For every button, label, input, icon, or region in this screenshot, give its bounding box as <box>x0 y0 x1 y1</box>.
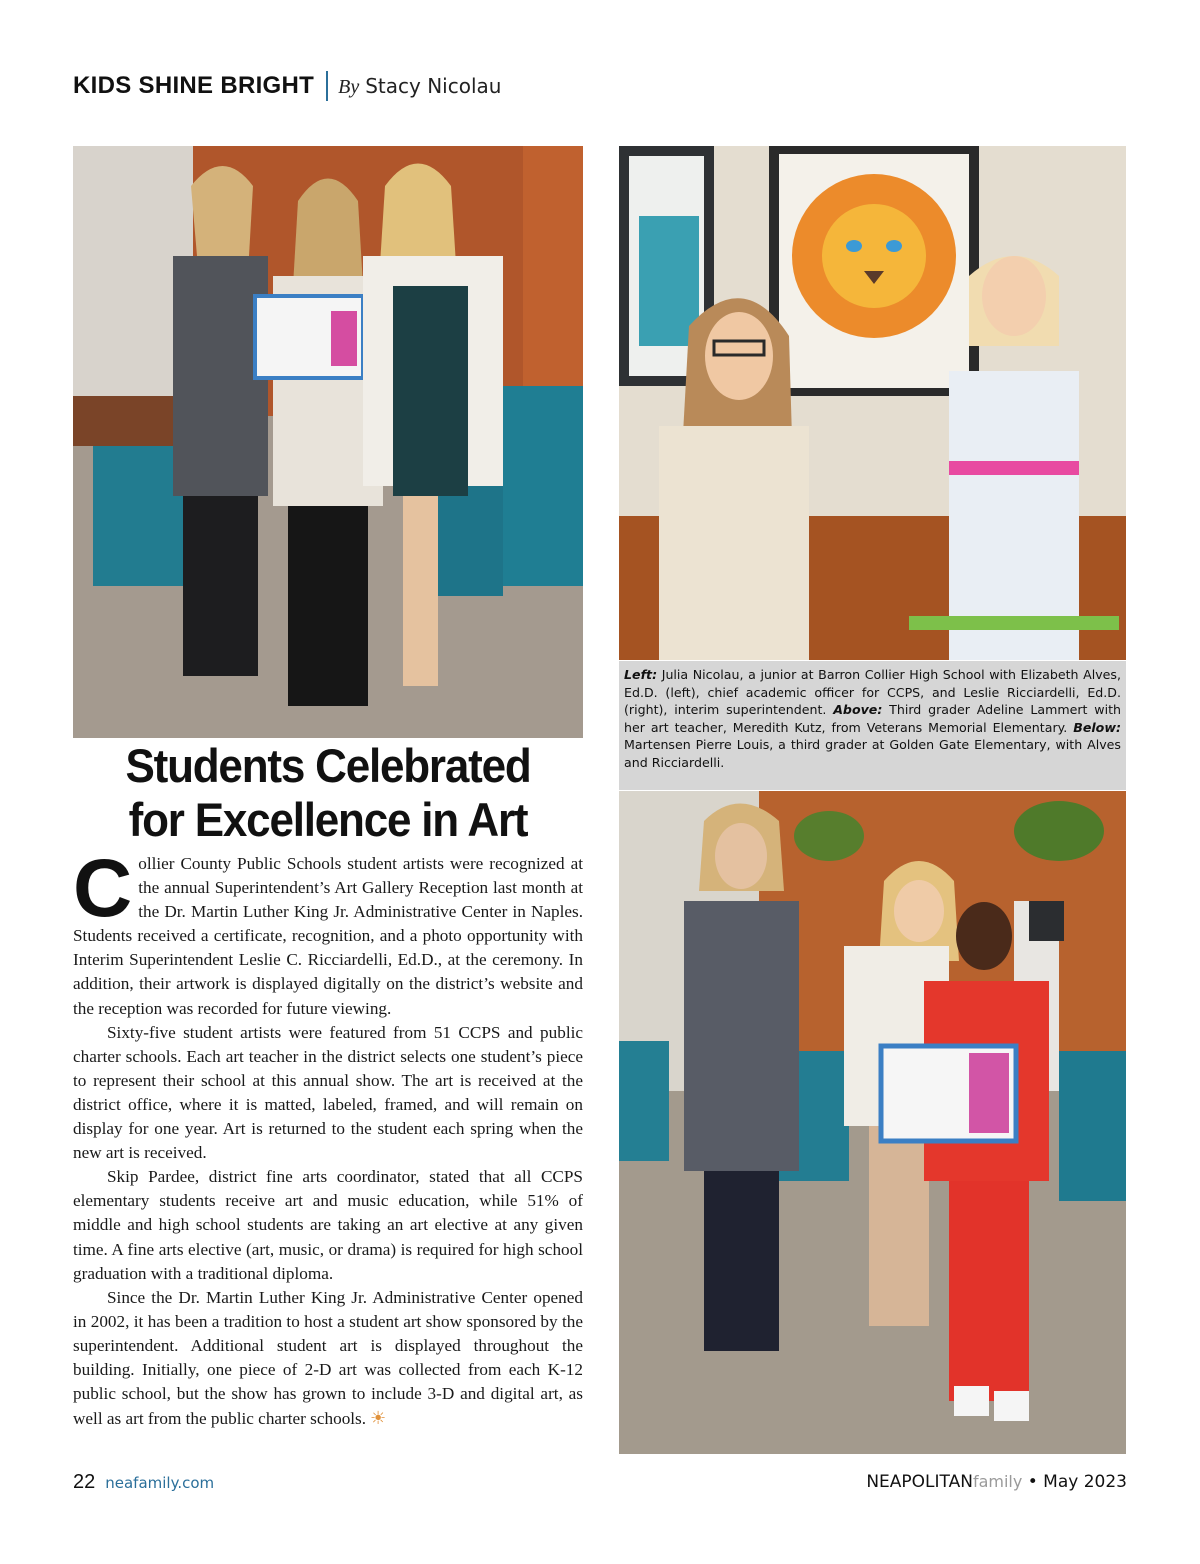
headline-line-1: Students Celebrated <box>125 740 531 793</box>
sun-icon: ☀ <box>370 1408 387 1429</box>
caption-left-text: Julia Nicolau, a junior at Barron Collier High School with Elizabeth Alves, Ed.D. (left), chief academic officer for CCPS, and Leslie Ricciardelli, Ed.D. (right), interim superintendent. <box>624 667 1121 718</box>
caption-below-text: Martensen Pierre Louis, a third grader at Golden Gate Elementary, with Alves and Ricciardelli. <box>624 737 1121 770</box>
section-title: KIDS SHINE BRIGHT <box>73 72 315 99</box>
caption-above-label: Above: <box>833 702 883 718</box>
article-paragraph-1 <box>73 843 583 1021</box>
footer-left <box>73 1471 214 1494</box>
article-body <box>73 843 583 1431</box>
headline-line-2: for Excellence in Art <box>128 794 528 847</box>
magazine-subname: family <box>972 1472 1023 1491</box>
article-paragraph-2: Sixty-five student artists were featured from 51 CCPS and public charter schools. Each art teacher in the district selects one student’s piece to represent their school at this annual show. The art is received at the district office, where it is matted, labeled, framed, and will remain on display for one year. Art is returned to the student each spring when the new art is received. <box>73 1022 583 1163</box>
byline-by: By <box>338 75 360 98</box>
photo-third-grader-art-teacher <box>619 146 1126 660</box>
author-name: Stacy Nicolau <box>365 73 502 98</box>
header-divider <box>326 71 328 101</box>
article-headline <box>73 740 583 848</box>
photo-award-ceremony-high-school <box>73 146 583 738</box>
magazine-name: NEAPOLITAN <box>866 1472 973 1492</box>
page-number: 22 <box>73 1471 96 1493</box>
website-link[interactable]: neafamily.com <box>105 1474 215 1492</box>
footer-issue <box>866 1472 1127 1492</box>
paragraph-4-text: Since the Dr. Martin Luther King Jr. Administrative Center opened in 2002, it has been a tradition to host a student art show sponsored by the superintendent. Additional student art is displayed throughout the building. Initially, one piece of 2-D art was collected from each K-12 public school, but the show has grown to include 3-D and digital art, as well as art from the public charter schools. <box>73 1287 583 1429</box>
caption-below-label: Below: <box>1073 719 1121 735</box>
drop-cap: C <box>73 843 133 934</box>
paragraph-1-text: ollier County Public Schools student artists were recognized at the annual Superintendent’s Art Gallery Reception last month at the Dr. Martin Luther King Jr. Administrative Center in Naples. Students received a certificate, recognition, and a photo opportunity with Interim Superintendent Leslie C. Ricciardelli, Ed.D., at the ceremony. In addition, their artwork is displayed digitally on the district’s website and the reception was recorded for future viewing. <box>73 854 583 1018</box>
photo-caption <box>619 661 1126 790</box>
article-paragraph-3: Skip Pardee, district fine arts coordinator, stated that all CCPS elementary students receive art and music education, while 51% of middle and high school students are taking an art elective at any given time. A fine arts elective (art, music, or drama) is required for high school graduation with a traditional diploma. <box>73 1167 583 1283</box>
article-paragraph-4 <box>73 1286 583 1432</box>
byline <box>338 74 501 99</box>
issue-date: • May 2023 <box>1022 1472 1127 1492</box>
section-header <box>73 66 501 106</box>
photo-third-grader-certificate <box>619 791 1126 1454</box>
caption-left-label: Left: <box>624 667 658 682</box>
caption-above-text: Third grader Adeline Lammert with her art teacher, Meredith Kutz, from Veterans Memorial Elementary. <box>624 702 1121 735</box>
